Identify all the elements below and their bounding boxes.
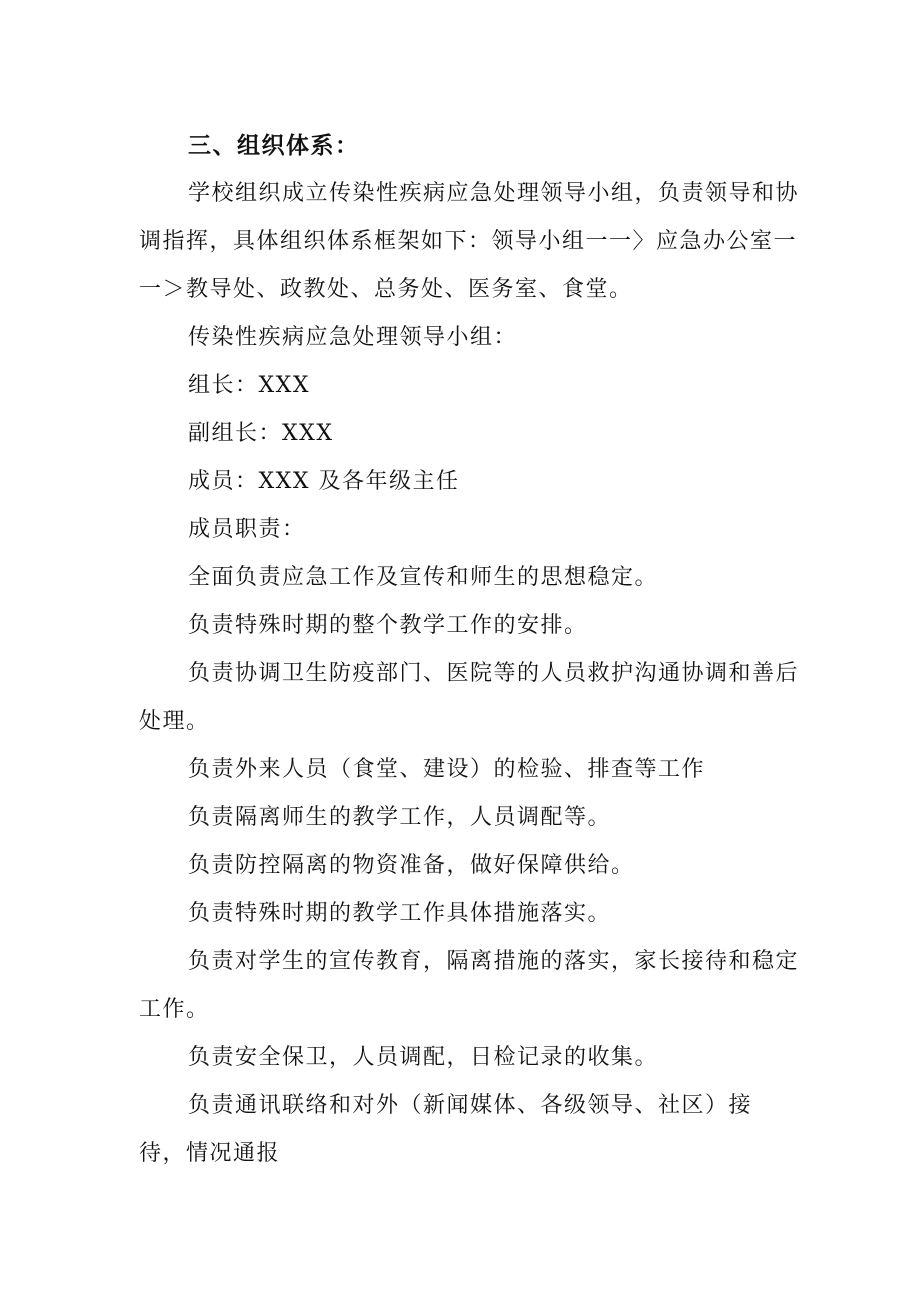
duty-item: 负责防控隔离的物资准备，做好保障供给。	[188, 853, 635, 878]
duty-line: 负责对学生的宣传教育，隔离措施的落实，家长接待和稳定	[188, 949, 800, 974]
duty-item	[139, 1082, 789, 1178]
intro-line: 调指挥，具体组织体系框架如下：领导小组一一〉应急办公室一	[139, 229, 798, 254]
group-title: 传染性疾病应急处理领导小组：	[188, 325, 518, 350]
intro-line: 一＞教导处、政教处、总务处、医务室、食堂。	[139, 277, 633, 302]
intro-line: 学校组织成立传染性疾病应急处理领导小组，负责领导和协	[188, 181, 800, 206]
duty-item: 负责特殊时期的整个教学工作的安排。	[188, 613, 588, 638]
document-body	[139, 122, 800, 1178]
duty-item: 负责隔离师生的教学工作，人员调配等。	[188, 805, 612, 830]
duty-line: 处理。	[139, 709, 210, 734]
deputy-leader-line: 副组长：XXX	[188, 421, 334, 446]
duty-item: 负责外来人员（食堂、建设）的检验、排查等工作	[188, 757, 706, 782]
duty-item: 全面负责应急工作及宣传和师生的思想稳定。	[188, 565, 659, 590]
intro-paragraph	[139, 170, 800, 314]
duty-item	[139, 650, 800, 746]
duty-item	[139, 938, 800, 1034]
duty-item: 负责特殊时期的教学工作具体措施落实。	[188, 901, 612, 926]
leader-line: 组长：XXX	[188, 373, 310, 398]
duty-line: 待，情况通报	[139, 1141, 281, 1166]
members-line: 成员：XXX 及各年级主任	[188, 469, 460, 494]
duty-line: 工作。	[139, 997, 210, 1022]
duty-item: 负责安全保卫，人员调配，日检记录的收集。	[188, 1045, 659, 1070]
duty-line: 负责协调卫生防疫部门、医院等的人员救护沟通协调和善后	[188, 661, 800, 686]
section-heading: 三、组织体系：	[188, 133, 360, 159]
duties-title: 成员职责：	[188, 517, 306, 542]
duty-line: 负责通讯联络和对外（新闻媒体、各级领导、社区）接	[188, 1093, 753, 1118]
